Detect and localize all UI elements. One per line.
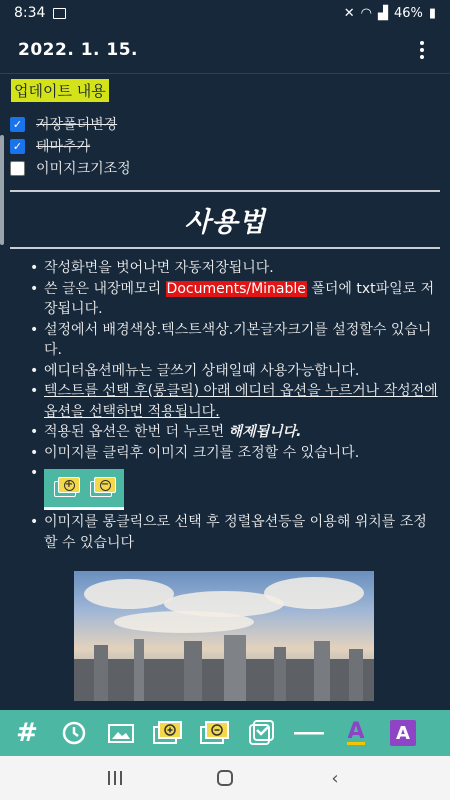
image-shrink-icon[interactable]	[200, 718, 230, 748]
back-button[interactable]	[320, 763, 350, 793]
list-text: 폴더에 txt파일로 저장됩니다.	[44, 280, 435, 317]
hash-icon[interactable]: #	[16, 718, 38, 748]
list-item: • 작성화면을 벗어나면 자동저장됩니다.	[44, 258, 440, 279]
image-enlarge-icon[interactable]: • +	[54, 477, 78, 497]
update-title: 업데이트 내용	[11, 79, 109, 102]
image-enlarge-icon[interactable]	[153, 718, 183, 748]
horizontal-line-icon[interactable]	[294, 718, 324, 748]
divider	[10, 190, 440, 192]
list-item: • 이미지를 롱클릭으로 선택 후 정렬옵션등을 이용해 위치를 조정할 수 있습니다	[44, 512, 440, 553]
checklist-item	[10, 135, 440, 157]
font-color-icon[interactable]	[341, 718, 371, 748]
list-text: 적용된 옵션은 한번 더 누르면	[44, 424, 229, 440]
more-vert-icon	[420, 41, 424, 45]
list-text: 쓴 글은 내장메모리	[44, 280, 166, 297]
signal-icon: ▟	[377, 5, 388, 21]
list-item	[44, 279, 440, 320]
font-background-icon[interactable]	[388, 718, 418, 748]
checkbox-checked[interactable]: ✓	[10, 139, 25, 154]
image-size-options[interactable]	[44, 469, 124, 510]
checklist-item	[10, 157, 440, 179]
clock-icon[interactable]	[59, 718, 89, 748]
divider	[10, 247, 440, 249]
emphasis-text: 해제됩니다.	[228, 424, 302, 440]
wifi-icon: ◠	[360, 5, 372, 21]
editor-toolbar	[0, 710, 450, 756]
update-checklist	[10, 113, 440, 179]
list-item: • 이미지를 클릭후 이미지 크기를 조정할 수 있습니다.	[44, 443, 440, 464]
howto-heading: 사용법	[184, 207, 266, 238]
home-icon	[217, 770, 233, 786]
mute-icon: ✕	[343, 5, 355, 21]
app-bar	[0, 26, 450, 74]
usage-list	[10, 258, 440, 553]
recent-apps-button[interactable]	[100, 763, 130, 793]
list-item	[44, 422, 440, 443]
image-shrink-icon[interactable]: −	[90, 477, 114, 497]
checklist-label: 테마추가	[36, 139, 91, 155]
back-icon: ‹	[331, 767, 339, 789]
folder-path-highlight: Documents/Minable	[166, 280, 306, 297]
recent-apps-icon	[108, 771, 122, 785]
system-navigation-bar	[0, 756, 450, 800]
status-time: 8:34	[14, 5, 46, 21]
city-skyline-image[interactable]	[74, 571, 374, 701]
checkbox-icon[interactable]	[247, 718, 277, 748]
home-button[interactable]	[210, 763, 240, 793]
checklist-label: 저장폴더변경	[36, 117, 118, 133]
list-item: • 에디터옵션메뉴는 글쓰기 상태일때 사용가능합니다.	[44, 361, 440, 382]
checkbox-unchecked[interactable]	[10, 161, 25, 176]
list-item: • 텍스트를 선택 후(롱클릭) 아래 에디터 옵션을 누르거나 작성전에 옵션을 선택하면 적용됩니다.	[44, 381, 440, 422]
checkbox-checked[interactable]: ✓	[10, 117, 25, 132]
list-item: • 설정에서 배경색상.텍스트색상.기본글자크기를 설정할수 있습니다.	[44, 320, 440, 361]
status-bar	[0, 0, 450, 26]
overflow-menu-button[interactable]	[412, 38, 432, 62]
battery-level: 46%	[393, 5, 423, 21]
image-icon[interactable]	[106, 718, 136, 748]
gallery-notification-icon	[53, 8, 66, 19]
scrollbar-thumb[interactable]	[0, 135, 4, 245]
checklist-item	[10, 113, 440, 135]
battery-icon: ▮	[428, 5, 436, 21]
page-title: 2022. 1. 15.	[18, 39, 139, 60]
checklist-label: 이미지크기조정	[36, 161, 131, 177]
editor-content[interactable]	[0, 75, 450, 710]
list-item-image-options	[44, 463, 440, 512]
font-background-letter: A	[390, 720, 416, 746]
font-color-letter: A	[347, 718, 365, 744]
